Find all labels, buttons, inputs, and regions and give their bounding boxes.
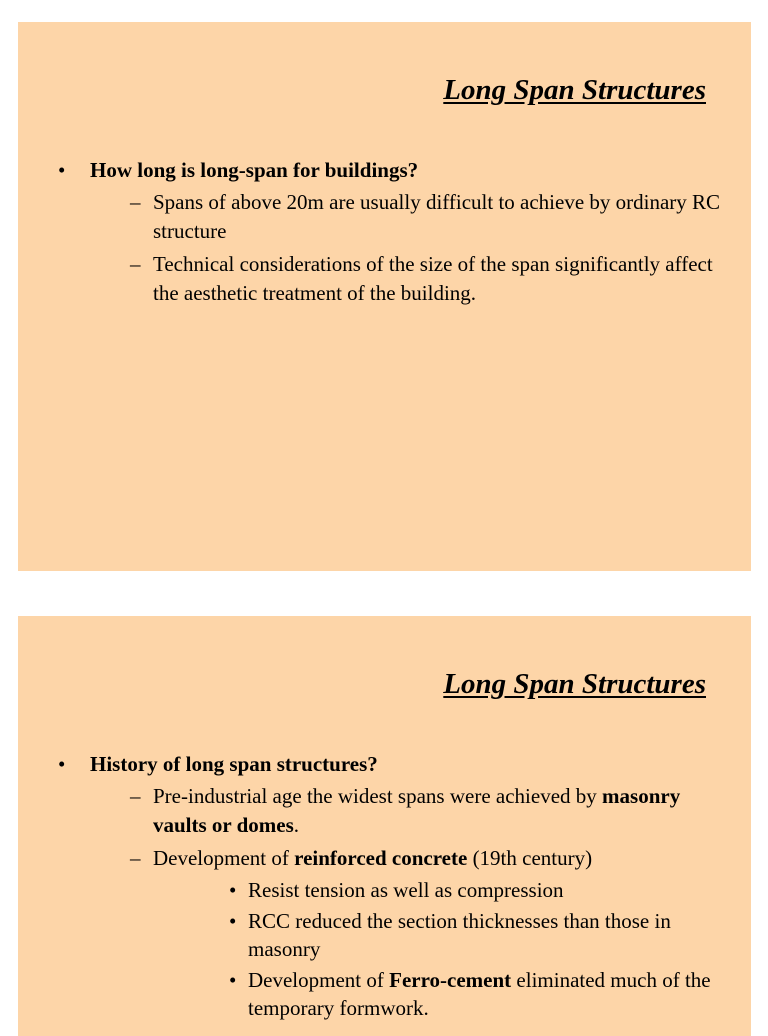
detail-text: Development of <box>248 968 384 992</box>
detail-text: Resist tension as well as compression <box>248 878 564 902</box>
dash-marker: – <box>130 846 141 870</box>
slide-2-detail-points <box>153 876 731 1022</box>
subpoint <box>90 250 731 308</box>
subpoint-emphasis: masonry vaults or domes <box>153 784 681 837</box>
question-text: History of long span structures? <box>90 752 378 776</box>
detail-point <box>153 876 731 904</box>
subpoint <box>90 188 731 246</box>
detail-point <box>153 966 731 1022</box>
subpoint-end: . <box>293 813 300 837</box>
detail-emphasis: Ferro-cement <box>389 968 512 992</box>
bullet-marker: • <box>58 752 66 776</box>
bullet-marker: • <box>229 878 237 902</box>
dash-marker: – <box>130 784 141 808</box>
subpoint <box>90 782 731 840</box>
slide-2 <box>18 616 751 1036</box>
slide-2-bullets <box>58 750 731 1022</box>
slide-1-subpoints <box>90 188 731 308</box>
detail-end: eliminated much of the temporary formwork. <box>248 968 711 1020</box>
bullet-marker: • <box>58 158 66 182</box>
slide-1-title: Long Span Structures <box>443 74 706 106</box>
subpoint-end: (19th century) <box>472 846 593 870</box>
slide-1-bullets <box>58 156 731 308</box>
detail-point <box>153 907 731 963</box>
bullet-marker: • <box>229 909 237 933</box>
slide-2-question <box>58 750 731 1022</box>
dash-marker: – <box>130 252 141 276</box>
slide-2-subpoints <box>90 782 731 1022</box>
subpoint <box>90 844 731 1022</box>
dash-marker: – <box>130 190 141 214</box>
subpoint-text: Development of <box>153 846 289 870</box>
slide-1-question <box>58 156 731 308</box>
subpoint-text: Pre-industrial age the widest spans were achieved by <box>153 784 597 808</box>
slide-1 <box>18 22 751 571</box>
detail-text: RCC reduced the section thicknesses than those in masonry <box>248 909 671 961</box>
question-text: How long is long-span for buildings? <box>90 158 419 182</box>
subpoint-text: Spans of above 20m are usually difficult to achieve by ordinary RC structure <box>153 190 721 243</box>
subpoint-emphasis: reinforced concrete <box>294 846 468 870</box>
slide-2-title: Long Span Structures <box>443 668 706 700</box>
subpoint-text: Technical considerations of the size of the span significantly affect the aesthetic treatment of the building. <box>153 252 713 305</box>
bullet-marker: • <box>229 968 237 992</box>
